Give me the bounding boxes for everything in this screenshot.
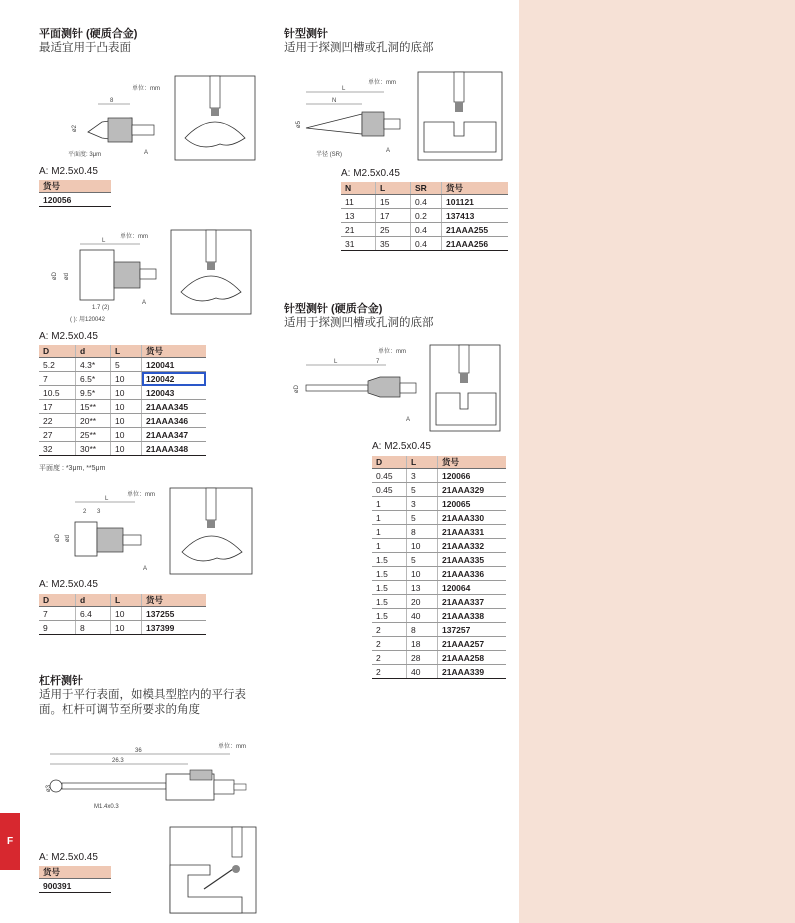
length-label: L bbox=[105, 496, 109, 502]
table-row bbox=[372, 539, 506, 553]
flat-stylus-diagram-2 bbox=[50, 230, 260, 325]
needle-carbide-diagram bbox=[290, 345, 504, 433]
table-row bbox=[372, 567, 506, 581]
cell: 13 bbox=[341, 209, 376, 223]
cell: 2 bbox=[372, 637, 407, 651]
table-row bbox=[39, 621, 206, 635]
thread-a-label: A bbox=[143, 566, 148, 572]
table-row bbox=[39, 428, 206, 442]
part-number: 21AAA345 bbox=[142, 400, 207, 414]
thread-spec: A: M2.5x0.45 bbox=[39, 852, 98, 863]
cell: 10 bbox=[111, 400, 142, 414]
cell: 10 bbox=[407, 567, 438, 581]
cell: 1.5 bbox=[372, 567, 407, 581]
cell: 18 bbox=[407, 637, 438, 651]
table-row bbox=[39, 607, 206, 621]
cell: 7 bbox=[39, 372, 76, 386]
col-header: L bbox=[407, 456, 438, 469]
section-subtitle: 适用于探测凹槽或孔洞的底部 bbox=[284, 317, 434, 329]
thread-a-label: A bbox=[144, 150, 149, 156]
unit-label: 单位：mm bbox=[132, 86, 160, 92]
cell: 40 bbox=[407, 665, 438, 679]
table-row bbox=[372, 511, 506, 525]
section-subtitle: 适用于探测凹槽或孔洞的底部 bbox=[284, 42, 434, 54]
table-row bbox=[372, 581, 506, 595]
part-number: 21AAA336 bbox=[438, 567, 507, 581]
thread-a-label: A bbox=[406, 417, 411, 423]
col-header: 货号 bbox=[39, 866, 111, 879]
dia-label: ø3 bbox=[46, 784, 52, 792]
dim-label: 7 bbox=[376, 359, 380, 365]
dim-2-label: 2 bbox=[83, 509, 87, 515]
unit-label: 单位：mm bbox=[378, 349, 406, 355]
cell: 11 bbox=[341, 195, 376, 209]
col-header: D bbox=[39, 594, 76, 607]
needle-stylus-heading bbox=[284, 28, 434, 56]
cell: 1.5 bbox=[372, 581, 407, 595]
cell: 10 bbox=[111, 442, 142, 456]
cell: 2 bbox=[372, 651, 407, 665]
unit-label: 单位：mm bbox=[127, 492, 155, 498]
cell: 3 bbox=[407, 469, 438, 483]
cell: 27 bbox=[39, 428, 76, 442]
cell: 22 bbox=[39, 414, 76, 428]
cell: 40 bbox=[407, 609, 438, 623]
part-number: 137257 bbox=[438, 623, 507, 637]
dim-label: 1.7 (2) bbox=[92, 305, 110, 311]
cell: 10 bbox=[111, 428, 142, 442]
cell: 10 bbox=[407, 539, 438, 553]
cell: 8 bbox=[76, 621, 111, 635]
table-row bbox=[39, 414, 206, 428]
cell: 21 bbox=[341, 223, 376, 237]
cell: 10 bbox=[111, 414, 142, 428]
cell: 1 bbox=[372, 525, 407, 539]
part-number: 900391 bbox=[39, 879, 111, 893]
cell: 2 bbox=[372, 623, 407, 637]
col-header: 货号 bbox=[142, 594, 207, 607]
cell: 10 bbox=[111, 621, 142, 635]
table-row bbox=[372, 651, 506, 665]
section-title: 平面测针 (硬质合金) bbox=[39, 28, 138, 40]
cell: 9.5* bbox=[76, 386, 111, 400]
cell: 28 bbox=[407, 651, 438, 665]
dia-label: øD bbox=[294, 385, 300, 393]
dia-label: ø5 bbox=[296, 120, 302, 128]
cell: 10.5 bbox=[39, 386, 76, 400]
part-number: 137255 bbox=[142, 607, 207, 621]
lever-table bbox=[39, 866, 111, 893]
cell: 25 bbox=[376, 223, 411, 237]
flatness-label: 平面度: 3μm bbox=[68, 152, 102, 158]
lever-stylus-heading bbox=[39, 675, 246, 718]
section-subtitle: 最适宜用于凸表面 bbox=[39, 42, 131, 54]
thread-spec: A: M2.5x0.45 bbox=[372, 441, 431, 452]
unit-label: 单位：mm bbox=[120, 234, 148, 240]
cell: 1.5 bbox=[372, 595, 407, 609]
table-row bbox=[372, 609, 506, 623]
part-number: 120065 bbox=[438, 497, 507, 511]
cell: 20 bbox=[407, 595, 438, 609]
flat-stylus-diagram-1 bbox=[60, 76, 260, 166]
needle-carbide-table bbox=[372, 456, 506, 679]
cell: 0.4 bbox=[411, 223, 442, 237]
col-header: D bbox=[372, 456, 407, 469]
flatness-note: 平面度 : *3μm, **5μm bbox=[39, 465, 106, 472]
part-number: 120043 bbox=[142, 386, 207, 400]
flat-stylus-diagram-3 bbox=[55, 488, 260, 578]
cell: 0.45 bbox=[372, 483, 407, 497]
cell: 2 bbox=[372, 665, 407, 679]
flat-table-3 bbox=[39, 594, 206, 635]
thread-a-label: A bbox=[386, 148, 391, 154]
right-margin-panel bbox=[519, 0, 795, 923]
table-row bbox=[372, 623, 506, 637]
cell: 0.4 bbox=[411, 237, 442, 251]
cell: 1 bbox=[372, 497, 407, 511]
cell: 31 bbox=[341, 237, 376, 251]
col-header: L bbox=[111, 594, 142, 607]
col-header: 货号 bbox=[142, 345, 207, 358]
table-row bbox=[39, 193, 111, 207]
section-tab: F bbox=[0, 813, 20, 870]
table-row bbox=[341, 195, 508, 209]
part-number: 21AAA255 bbox=[442, 223, 509, 237]
flat-stylus-heading bbox=[39, 28, 137, 56]
part-number: 21AAA338 bbox=[438, 609, 507, 623]
part-number: 101121 bbox=[442, 195, 509, 209]
col-header: 货号 bbox=[39, 180, 111, 193]
unit-label: 单位：mm bbox=[368, 80, 396, 86]
col-header: L bbox=[376, 182, 411, 195]
cell: 9 bbox=[39, 621, 76, 635]
col-header: D bbox=[39, 345, 76, 358]
dia-D-label: øD bbox=[52, 272, 58, 280]
table-row bbox=[341, 209, 508, 223]
col-header: 货号 bbox=[442, 182, 509, 195]
length-label: L bbox=[102, 238, 106, 244]
part-number: 21AAA330 bbox=[438, 511, 507, 525]
col-header: d bbox=[76, 345, 111, 358]
cell: 35 bbox=[376, 237, 411, 251]
cell: 25** bbox=[76, 428, 111, 442]
cell: 4.3* bbox=[76, 358, 111, 372]
section-subtitle-line-1: 适用于平行表面，如模具型腔内的平行表 bbox=[39, 689, 246, 701]
unit-label: 单位：mm bbox=[218, 744, 246, 750]
table-row bbox=[39, 372, 206, 386]
section-title: 针型测针 (硬质合金) bbox=[284, 303, 383, 315]
lever-stylus-diagram bbox=[40, 740, 260, 820]
table-row bbox=[39, 386, 206, 400]
part-number: 21AAA347 bbox=[142, 428, 207, 442]
table-row bbox=[39, 879, 111, 893]
cell: 1.5 bbox=[372, 553, 407, 567]
cell: 8 bbox=[407, 623, 438, 637]
col-header: N bbox=[341, 182, 376, 195]
cell: 17 bbox=[376, 209, 411, 223]
length-36-label: 36 bbox=[135, 748, 142, 754]
cell: 0.45 bbox=[372, 469, 407, 483]
table-row bbox=[372, 637, 506, 651]
cell: 10 bbox=[111, 372, 142, 386]
cell: 1.5 bbox=[372, 609, 407, 623]
cell: 10 bbox=[111, 386, 142, 400]
cell: 0.4 bbox=[411, 195, 442, 209]
cell: 5 bbox=[407, 483, 438, 497]
cell: 30** bbox=[76, 442, 111, 456]
cell: 5 bbox=[111, 358, 142, 372]
cell: 5 bbox=[407, 511, 438, 525]
dia-d-label: ød bbox=[64, 272, 70, 280]
cell: 15 bbox=[376, 195, 411, 209]
part-number: 21AAA256 bbox=[442, 237, 509, 251]
part-number: 21AAA335 bbox=[438, 553, 507, 567]
length-L-label: L bbox=[342, 86, 346, 92]
highlighted-part-number[interactable]: 120042 bbox=[142, 372, 207, 386]
length-L-label: L bbox=[334, 359, 338, 365]
part-number: 21AAA331 bbox=[438, 525, 507, 539]
dia-D-label: øD bbox=[55, 534, 61, 542]
note-label: ( ): 用120042 bbox=[70, 317, 106, 323]
table-row bbox=[372, 595, 506, 609]
table-row bbox=[39, 400, 206, 414]
length-26-label: 26.3 bbox=[112, 758, 124, 764]
table-row bbox=[372, 483, 506, 497]
part-number: 120066 bbox=[438, 469, 507, 483]
part-number: 21AAA337 bbox=[438, 595, 507, 609]
lever-application-sketch bbox=[170, 827, 256, 913]
cell: 8 bbox=[407, 525, 438, 539]
col-header: L bbox=[111, 345, 142, 358]
thread-spec: A: M2.5x0.45 bbox=[39, 166, 98, 177]
cell: 13 bbox=[407, 581, 438, 595]
cell: 7 bbox=[39, 607, 76, 621]
part-number: 137413 bbox=[442, 209, 509, 223]
cell: 20** bbox=[76, 414, 111, 428]
part-number: 21AAA332 bbox=[438, 539, 507, 553]
table-row bbox=[39, 442, 206, 456]
cell: 1 bbox=[372, 511, 407, 525]
cell: 32 bbox=[39, 442, 76, 456]
part-number: 21AAA346 bbox=[142, 414, 207, 428]
cell: 1 bbox=[372, 539, 407, 553]
part-number: 21AAA339 bbox=[438, 665, 507, 679]
part-number: 21AAA258 bbox=[438, 651, 507, 665]
part-number: 21AAA257 bbox=[438, 637, 507, 651]
part-number: 137399 bbox=[142, 621, 207, 635]
cell: 10 bbox=[111, 607, 142, 621]
thread-spec: A: M2.5x0.45 bbox=[39, 579, 98, 590]
cell: 5 bbox=[407, 553, 438, 567]
radius-label: 半径 (SR) bbox=[316, 152, 342, 158]
dim-label: 8 bbox=[110, 98, 114, 104]
cell: 3 bbox=[407, 497, 438, 511]
part-number: 120056 bbox=[39, 193, 111, 207]
part-number: 21AAA348 bbox=[142, 442, 207, 456]
section-title: 针型测针 bbox=[284, 28, 328, 40]
table-row bbox=[372, 497, 506, 511]
flat-table-2 bbox=[39, 345, 206, 456]
col-header: 货号 bbox=[438, 456, 507, 469]
cell: 17 bbox=[39, 400, 76, 414]
needle-stylus-diagram bbox=[292, 72, 508, 162]
dia-d-label: ød bbox=[65, 534, 71, 542]
part-number: 21AAA329 bbox=[438, 483, 507, 497]
table-row bbox=[372, 525, 506, 539]
dim-3-label: 3 bbox=[97, 509, 101, 515]
flat-table-1 bbox=[39, 180, 111, 207]
table-row bbox=[372, 469, 506, 483]
needle-table bbox=[341, 182, 508, 251]
table-row bbox=[39, 358, 206, 372]
col-header: d bbox=[76, 594, 111, 607]
col-header: SR bbox=[411, 182, 442, 195]
dia-label: ø2 bbox=[72, 124, 78, 132]
table-row bbox=[372, 553, 506, 567]
section-title: 杠杆测针 bbox=[39, 675, 83, 687]
cell: 5.2 bbox=[39, 358, 76, 372]
section-subtitle-line-2: 面。杠杆可调节至所要求的角度 bbox=[39, 704, 200, 716]
thread-spec: A: M2.5x0.45 bbox=[341, 168, 400, 179]
thread-m-label: M1.4x0.3 bbox=[94, 804, 119, 810]
cell: 0.2 bbox=[411, 209, 442, 223]
cell: 6.5* bbox=[76, 372, 111, 386]
table-row bbox=[372, 665, 506, 679]
needle-carbide-heading bbox=[284, 303, 434, 331]
cell: 15** bbox=[76, 400, 111, 414]
thread-spec: A: M2.5x0.45 bbox=[39, 331, 98, 342]
part-number: 120041 bbox=[142, 358, 207, 372]
table-row bbox=[341, 223, 508, 237]
thread-a-label: A bbox=[142, 300, 147, 306]
table-row bbox=[341, 237, 508, 251]
length-N-label: N bbox=[332, 98, 337, 104]
cell: 6.4 bbox=[76, 607, 111, 621]
part-number: 120064 bbox=[438, 581, 507, 595]
